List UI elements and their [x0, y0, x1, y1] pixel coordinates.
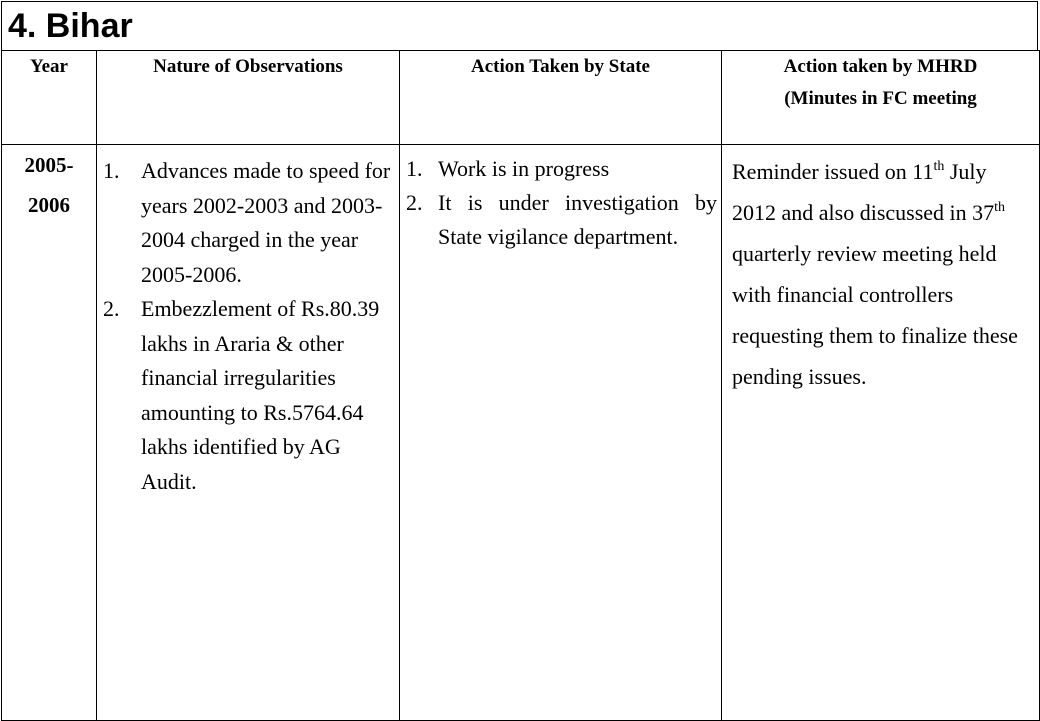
observations-cell: [97, 145, 400, 721]
table-row: [2, 145, 1040, 721]
header-year: Year: [2, 51, 97, 145]
list-item: [406, 152, 717, 186]
mhrd-action-text: [722, 145, 1039, 397]
mhrd-sup2: th: [994, 200, 1006, 215]
header-mhrd-action: [722, 51, 1040, 145]
mhrd-text-part2: July 2012 and also discussed in 37: [732, 159, 995, 225]
header-row: [2, 51, 1040, 145]
header-observations: Nature of Observations: [97, 51, 400, 145]
year-line1: 2005-: [24, 153, 74, 177]
observations-table: [1, 50, 1040, 721]
header-mhrd-line1: Action taken by MHRD: [783, 56, 978, 77]
header-mhrd-line2: (Minutes in FC meeting: [784, 88, 977, 109]
list-item-text: Work is in progress: [438, 156, 610, 181]
mhrd-text-part1: Reminder issued on 11: [732, 159, 934, 184]
page-title: 4. Bihar: [8, 7, 133, 45]
list-item: [103, 154, 391, 292]
list-item-text: Embezzlement of Rs.80.39 lakhs in Araria & other financial irregularities amounting to Rs.5764.64 lakhs identified by AG Audit.: [141, 296, 380, 494]
list-item: [406, 186, 717, 254]
list-item-text: Advances made to speed for years 2002-2003 and 2003-2004 charged in the year 2005-2006.: [141, 158, 391, 287]
list-item-number: 2.: [406, 190, 423, 215]
year-line2: 2006: [28, 193, 70, 217]
state-action-cell: [400, 145, 722, 721]
list-item-number: 2.: [103, 296, 120, 321]
list-item-number: 1.: [406, 156, 423, 181]
mhrd-action-cell: [722, 145, 1040, 721]
mhrd-sup1: th: [933, 159, 945, 174]
list-item-text: It is under investigation by State vigilance department.: [438, 190, 717, 249]
observations-list: [97, 145, 399, 499]
mhrd-text-part3: quarterly review meeting held with financial controllers requesting them to finalize these pending issues.: [732, 241, 1018, 389]
list-item: [103, 292, 391, 499]
state-action-list: [400, 145, 721, 254]
header-state-action: Action Taken by State: [400, 51, 722, 145]
title-bar: [1, 1, 1038, 51]
year-cell: [2, 145, 97, 721]
list-item-number: 1.: [103, 158, 120, 183]
